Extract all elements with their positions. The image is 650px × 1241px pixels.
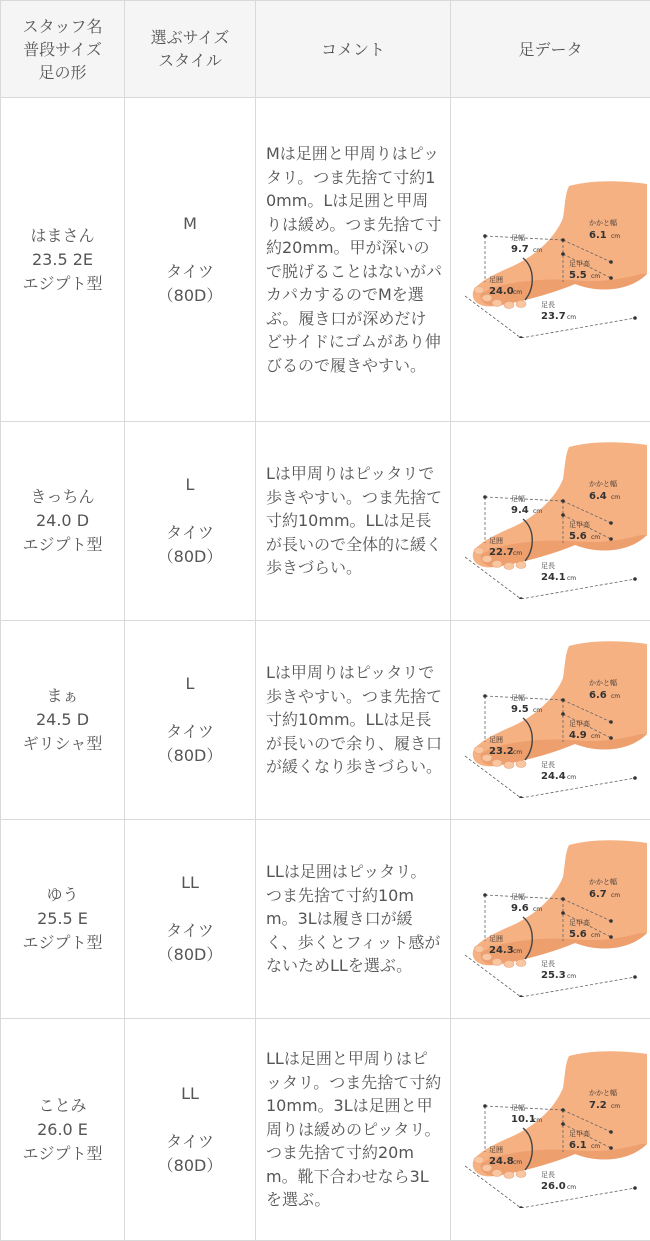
measure-point [561, 712, 565, 716]
staff-foot-shape: エジプト型 [22, 535, 103, 554]
measure-point [561, 252, 565, 256]
measure-point [483, 1104, 487, 1108]
foot-width-value: 9.5 [511, 704, 529, 715]
heel-width-label: かかと幅 [589, 878, 617, 886]
unit-label: cm [513, 550, 523, 557]
measure-point [519, 597, 523, 599]
foot-length-value: 24.4 [541, 771, 566, 782]
unit-label: cm [611, 1102, 621, 1110]
measure-line [521, 1188, 635, 1208]
unit-label: cm [567, 1183, 577, 1191]
toe-icon [504, 563, 514, 570]
spacer [125, 895, 255, 919]
chosen-size: LL [181, 873, 199, 892]
girth-label: 足囲 [489, 736, 503, 744]
toe-icon [516, 562, 526, 569]
instep-height-label: 足甲高 [569, 259, 590, 268]
toe-icon [492, 760, 502, 767]
spacer [125, 236, 255, 260]
girth-label: 足囲 [489, 537, 503, 545]
style-line: タイツ [166, 1131, 214, 1151]
header-line: 足の形 [38, 62, 87, 82]
staff-foot-shape: エジプト型 [22, 933, 103, 952]
foot-width-label: 足幅 [511, 495, 525, 503]
staff-name: ことみ [38, 1095, 87, 1115]
heel-width-value: 6.1 [589, 229, 607, 241]
heel-width-label: かかと幅 [589, 1088, 617, 1097]
foot-data-cell [451, 820, 650, 1019]
girth-label: 足囲 [489, 275, 503, 284]
unit-label: cm [611, 693, 621, 700]
foot-width-label: 足幅 [511, 694, 525, 702]
unit-label: cm [611, 892, 621, 899]
measure-point [483, 694, 487, 698]
chosen-size: LL [181, 1083, 199, 1103]
heel-width-value: 6.4 [589, 491, 607, 502]
measure-point [609, 736, 613, 740]
staff-foot-shape: エジプト型 [22, 1143, 103, 1163]
foot-length-label: 足長 [541, 960, 555, 968]
staff-name: はまさん [30, 225, 95, 245]
girth-value: 22.7 [489, 547, 514, 558]
measure-point [609, 720, 613, 724]
toe-icon [504, 961, 514, 968]
foot-diagram [451, 439, 650, 599]
spacer [125, 1106, 255, 1130]
measure-point [519, 995, 523, 997]
comment-text: Mは足囲と甲周りはピッタリ。つま先捨て寸約10mm。Lは足囲と甲周りは緩め。つま先捨て寸約20mm。甲が深いので脱げることはないがパカパカするのでMを選ぶ。履き口が深めだけどサイドにゴムがあり伸びるので履きやすい。 [266, 144, 443, 375]
staff-usual-size: 23.5 2E [32, 249, 93, 269]
measure-line [521, 977, 635, 997]
table-row [1, 621, 650, 820]
foot-length-value: 24.1 [541, 572, 566, 583]
toe-icon [492, 1169, 502, 1176]
heel-width-label: かかと幅 [589, 480, 617, 488]
measure-point [609, 260, 613, 264]
unit-label: cm [591, 534, 601, 541]
staff-usual-size: 24.0 D [35, 511, 90, 530]
heel-width-value: 6.6 [589, 690, 607, 701]
girth-label: 足囲 [489, 1145, 503, 1154]
staff-cell [1, 98, 125, 422]
heel-width-value: 6.7 [589, 889, 607, 900]
girth-value: 24.8 [489, 1155, 514, 1167]
table-row [1, 820, 650, 1019]
toe-icon [516, 1170, 526, 1177]
foot-diagram [451, 1048, 650, 1208]
foot-length-value: 23.7 [541, 310, 566, 322]
header-line: 足データ [518, 39, 583, 59]
staff-foot-shape: ギリシャ型 [22, 734, 103, 753]
staff-usual-size: 24.5 D [35, 710, 90, 729]
unit-label: cm [513, 1158, 523, 1166]
foot-data-cell [451, 422, 650, 621]
staff-name: まぁ [46, 686, 79, 705]
size-cell [125, 820, 256, 1019]
measure-point [633, 577, 637, 581]
comment-text: LLは足囲はピッタリ。つま先捨て寸約10mm。3Lは履き口が緩く、歩くとフィット感がないためLLを選ぶ。 [266, 862, 441, 976]
toe-icon [492, 561, 502, 568]
unit-label: cm [567, 774, 577, 781]
unit-label: cm [533, 246, 543, 254]
chosen-size: L [185, 475, 195, 494]
table-header-row [1, 1, 650, 98]
comment-cell [256, 422, 451, 621]
unit-label: cm [611, 232, 621, 240]
staff-usual-size: 26.0 E [37, 1119, 88, 1139]
unit-label: cm [591, 1142, 601, 1150]
instep-height-value: 6.1 [569, 1139, 587, 1151]
foot-data-cell [451, 98, 650, 422]
comment-cell [256, 98, 451, 422]
measure-point [633, 776, 637, 780]
girth-value: 23.2 [489, 746, 514, 757]
measure-point [561, 499, 565, 503]
foot-length-value: 25.3 [541, 970, 566, 981]
foot-data-cell [451, 1019, 650, 1241]
size-cell [125, 1019, 256, 1241]
unit-label: cm [513, 948, 523, 955]
measure-point [483, 893, 487, 897]
instep-height-label: 足甲高 [569, 919, 590, 927]
instep-height-value: 5.6 [569, 531, 587, 542]
header-size [125, 1, 256, 98]
measure-point [633, 975, 637, 979]
heel-width-label: かかと幅 [589, 218, 617, 227]
header-line: コメント [320, 39, 385, 59]
measure-point [519, 1206, 523, 1208]
unit-label: cm [591, 932, 601, 939]
chosen-size: L [185, 674, 195, 693]
toe-icon [474, 1156, 484, 1163]
foot-length-label: 足長 [541, 1170, 555, 1179]
size-cell [125, 422, 256, 621]
instep-height-label: 足甲高 [569, 720, 590, 728]
girth-value: 24.0 [489, 285, 514, 297]
instep-height-label: 足甲高 [569, 1129, 590, 1138]
staff-cell [1, 621, 125, 820]
foot-length-label: 足長 [541, 761, 555, 769]
foot-width-label: 足幅 [511, 1103, 525, 1112]
girth-label: 足囲 [489, 935, 503, 943]
style-line: タイツ [166, 523, 214, 542]
girth-value: 24.3 [489, 945, 514, 956]
measure-point [633, 1186, 637, 1190]
comment-cell [256, 1019, 451, 1241]
size-cell [125, 621, 256, 820]
heel-width-label: かかと幅 [589, 679, 617, 687]
staff-name: きっちん [30, 487, 95, 506]
toe-icon [516, 300, 526, 307]
measure-point [561, 1108, 565, 1112]
unit-label: cm [533, 508, 543, 515]
toe-icon [516, 960, 526, 967]
chosen-size: M [183, 213, 197, 233]
measure-point [609, 919, 613, 923]
heel-width-value: 7.2 [589, 1099, 607, 1111]
foot-diagram [451, 178, 650, 338]
unit-label: cm [591, 733, 601, 740]
foot-width-label: 足幅 [511, 233, 525, 242]
toe-icon [504, 301, 514, 308]
measure-point [561, 698, 565, 702]
toe-icon [474, 548, 484, 555]
spacer [125, 497, 255, 521]
staff-usual-size: 25.5 E [37, 909, 88, 928]
toe-icon [474, 286, 484, 293]
foot-data-cell [451, 621, 650, 820]
comment-cell [256, 820, 451, 1019]
foot-length-value: 26.0 [541, 1180, 566, 1192]
style-line: （80D） [157, 547, 223, 566]
header-line: 普段サイズ [23, 39, 102, 59]
measure-line [521, 318, 635, 338]
comment-cell [256, 621, 451, 820]
table-row [1, 1019, 650, 1241]
staff-foot-shape: エジプト型 [22, 273, 103, 293]
header-comment [256, 1, 451, 98]
unit-label: cm [533, 1116, 543, 1124]
table-row [1, 98, 650, 422]
foot-width-value: 10.1 [511, 1113, 536, 1125]
measure-point [561, 911, 565, 915]
unit-label: cm [567, 313, 577, 321]
measure-point [519, 796, 523, 798]
foot-width-value: 9.6 [511, 903, 529, 914]
style-line: タイツ [166, 261, 214, 281]
style-line: （80D） [157, 746, 223, 765]
foot-diagram [451, 638, 650, 798]
comment-text: Lは甲周りはピッタリで歩きやすい。つま先捨て寸約10mm。LLは足長が長いので余り、履き口が緩くなり歩きづらい。 [266, 663, 443, 777]
comment-text: Lは甲周りはピッタリで歩きやすい。つま先捨て寸約10mm。LLは足長が長いので全体的に緩く歩きづらい。 [266, 464, 443, 578]
foot-diagram [451, 837, 650, 997]
measure-point [609, 537, 613, 541]
header-staff [1, 1, 125, 98]
staff-cell [1, 1019, 125, 1241]
style-line: （80D） [157, 285, 223, 305]
style-line: タイツ [166, 722, 214, 741]
measure-point [483, 234, 487, 238]
header-line: スタイル [158, 51, 222, 70]
unit-label: cm [533, 906, 543, 913]
instep-height-value: 5.5 [569, 269, 587, 281]
staff-name: ゆう [46, 885, 79, 904]
measure-point [561, 513, 565, 517]
measure-point [609, 521, 613, 525]
foot-length-label: 足長 [541, 562, 555, 570]
unit-label: cm [567, 575, 577, 582]
foot-width-value: 9.4 [511, 505, 529, 516]
foot-length-label: 足長 [541, 300, 555, 309]
toe-icon [492, 299, 502, 306]
unit-label: cm [591, 272, 601, 280]
measure-point [561, 1122, 565, 1126]
style-line: （80D） [157, 1155, 223, 1175]
measure-point [561, 238, 565, 242]
instep-height-value: 5.6 [569, 929, 587, 940]
table-row [1, 422, 650, 621]
measure-point [483, 495, 487, 499]
measure-point [633, 316, 637, 320]
staff-cell [1, 820, 125, 1019]
toe-icon [504, 762, 514, 769]
measure-point [561, 897, 565, 901]
unit-label: cm [567, 973, 577, 980]
measure-point [609, 935, 613, 939]
measure-point [609, 276, 613, 280]
measure-point [519, 336, 523, 338]
spacer [125, 696, 255, 720]
measure-line [521, 778, 635, 798]
measure-point [609, 1146, 613, 1150]
instep-height-value: 4.9 [569, 730, 587, 741]
unit-label: cm [533, 707, 543, 714]
staff-cell [1, 422, 125, 621]
toe-icon [504, 1171, 514, 1178]
header-line: スタッフ名 [22, 16, 103, 36]
measure-point [609, 1130, 613, 1134]
toe-icon [474, 946, 484, 953]
measure-line [521, 579, 635, 599]
unit-label: cm [513, 749, 523, 756]
toe-icon [474, 747, 484, 754]
instep-height-label: 足甲高 [569, 521, 590, 529]
header-foot-data [451, 1, 650, 98]
foot-width-value: 9.7 [511, 243, 529, 255]
foot-width-label: 足幅 [511, 893, 525, 901]
toe-icon [492, 959, 502, 966]
style-line: （80D） [157, 945, 223, 964]
unit-label: cm [611, 494, 621, 501]
unit-label: cm [513, 288, 523, 296]
comment-text: LLは足囲と甲周りはピッタリ。つま先捨て寸約10mm。3Lは足囲と甲周りは緩めのピッタリ。つま先捨て寸約20mm。靴下合わせなら3Lを選ぶ。 [266, 1049, 442, 1210]
style-line: タイツ [166, 921, 214, 940]
header-line: 選ぶサイズ [150, 28, 230, 47]
toe-icon [516, 761, 526, 768]
size-cell [125, 98, 256, 422]
